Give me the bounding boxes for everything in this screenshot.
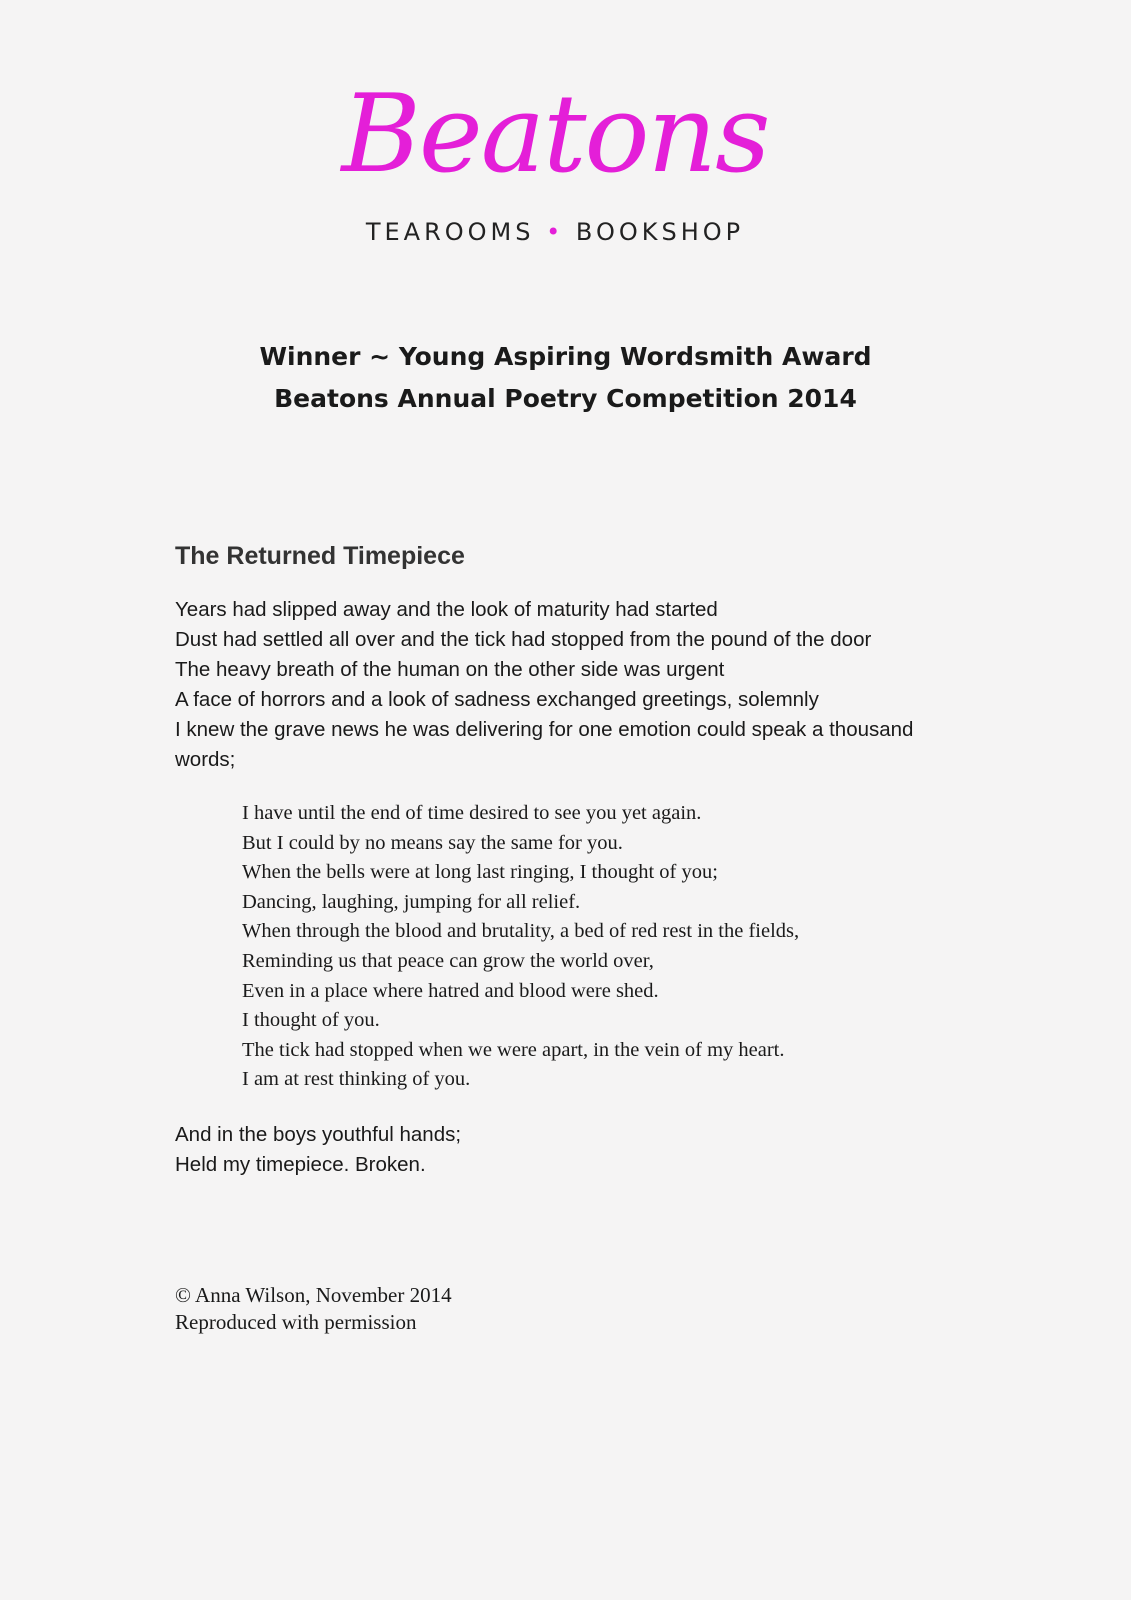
beatons-logo: Beatons [341, 72, 769, 197]
award-title: Winner ~ Young Aspiring Wordsmith Award [259, 342, 872, 371]
poem-line: The heavy breath of the human on the other side was urgent [175, 658, 725, 681]
poem-title: The Returned Timepiece [175, 542, 465, 570]
poem-intro [175, 595, 913, 775]
permission-line: Reproduced with permission [175, 1310, 417, 1334]
poem-line: I knew the grave news he was delivering for one emotion could speak a thousand [175, 718, 914, 741]
poem-closing [175, 1120, 461, 1180]
poem-line: Held my timepiece. Broken. [175, 1153, 426, 1176]
poem-line: A face of horrors and a look of sadness exchanged greetings, solemnly [175, 688, 819, 711]
verse-line: I have until the end of time desired to see you yet again. [242, 802, 702, 824]
verse-line: When through the blood and brutality, a bed of red rest in the fields, [242, 920, 800, 943]
verse-line: I am at rest thinking of you. [242, 1068, 471, 1091]
tagline-bookshop: BOOKSHOP [575, 218, 745, 246]
poem-line: And in the boys youthful hands; [175, 1123, 462, 1146]
verse-line: I thought of you. [242, 1009, 380, 1032]
poem-line: Dust had settled all over and the tick had stopped from the pound of the door [175, 628, 872, 651]
competition-title: Beatons Annual Poetry Competition 2014 [274, 384, 857, 413]
poem-verse [242, 799, 799, 1095]
logo-tagline [340, 218, 770, 246]
credit [175, 1282, 452, 1336]
verse-line: Dancing, laughing, jumping for all relief. [242, 890, 581, 913]
poem-line: Years had slipped away and the look of maturity had started [175, 598, 718, 621]
verse-line: The tick had stopped when we were apart, in the vein of my heart. [242, 1038, 785, 1061]
verse-line: Reminding us that peace can grow the world over, [242, 949, 654, 972]
tagline-separator: • [546, 218, 565, 246]
copyright-line: © Anna Wilson, November 2014 [175, 1283, 452, 1307]
verse-line: When the bells were at long last ringing, I thought of you; [242, 861, 718, 884]
verse-line: Even in a place where hatred and blood were shed. [242, 979, 659, 1002]
verse-line: But I could by no means say the same for you. [242, 831, 623, 854]
poem-line: words; [175, 748, 236, 771]
tagline-tearooms: TEAROOMS [365, 218, 535, 246]
